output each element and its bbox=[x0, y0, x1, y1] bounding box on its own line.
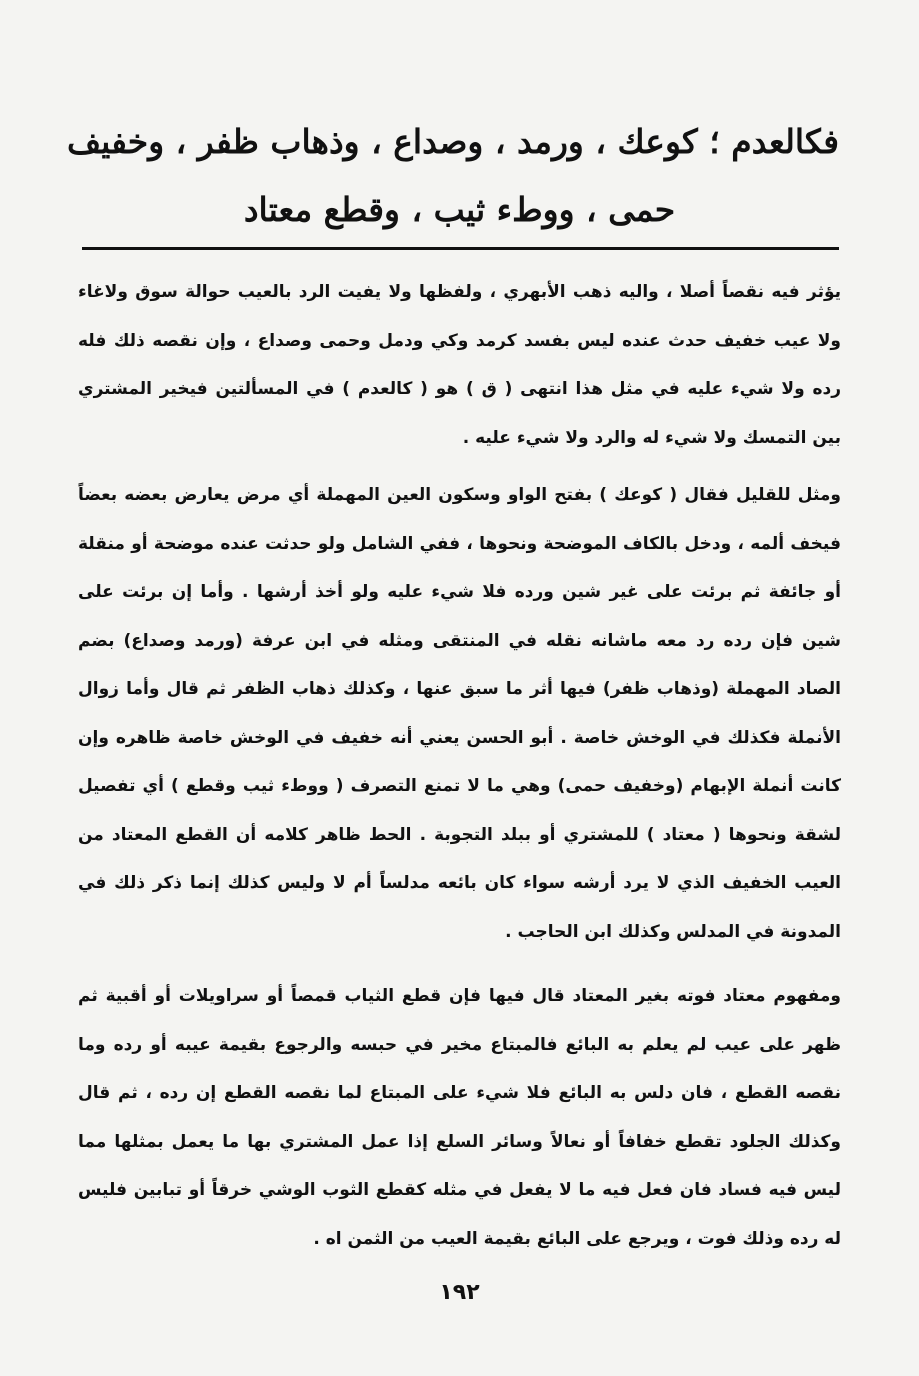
matn-line-2: حمى ، ووطء ثيب ، وقطع معتاد bbox=[243, 190, 676, 229]
paragraph-3: ومفهوم معتاد فوته بغير المعتاد قال فيها فإن قطع الثياب قمصاً أو سراويلات أو أقبية ثم ظهر على عيب لم يعلم به البائع فالمبتاع مخير في حبسه والرجوع بقيمة عيبه أو رده وما نقصه القطع ، فان دلس به البائع فلا شيء على المبتاع لما نقصه القطع إن رده ، ثم قال وكذلك الجلود تقطع خفافاً أو نعالاً وسائر السلع إذا عمل المشتري بها ما يعمل بمثلها مما ليس فيه فساد فان فعل فيه ما لا يفعل في مثله كقطع الثوب الوشي خرقاً أو تبابين فليس له رده وذلك فوت ، ويرجع على البائع بقيمة العيب من الثمن اه . bbox=[78, 986, 841, 1249]
matn-header bbox=[67, 108, 839, 244]
paragraph-2: ومثل للقليل فقال ( كوعك ) بفتح الواو وسكون العين المهملة أي مرض يعارض بعضه بعضاً فيخف ألمه ، ودخل بالكاف الموضحة ونحوها ، ففي الشامل ولو حدثت عنده موضحة أو منقلة أو جائفة ثم برئت على غير شين ورده فلا شيء عليه ولو أخذ أرشها . وأما إن برئت على شين فإن رده رد معه ماشانه نقله في المنتقى ومثله في ابن عرفة (ورمد وصداع) بضم الصاد المهملة (وذهاب ظفر) فيها أثر ما سبق عنها ، وكذلك ذهاب الظفر ثم قال وأما زوال الأنملة فكذلك في الوخش خاصة . أبو الحسن يعني أنه خفيف في الوخش خاصة ظاهره وإن كانت أنملة الإبهام (وخفيف حمى) وهي ما لا تمنع التصرف ( ووطء ثيب وقطع ) أي تفصيل لشقة ونحوها ( معتاد ) للمشتري أو ببلد التجوبة . الحط ظاهر كلامه أن القطع المعتاد من العيب الخفيف الذي لا يرد أرشه سواء كان بائعه مدلساً أم لا وليس كذلك إنما ذكر ذلك في المدونة في المدلس وكذلك ابن الحاجب . bbox=[78, 485, 841, 942]
page-number: ١٩٢ bbox=[439, 1280, 480, 1305]
paragraph-1: يؤثر فيه نقصاً أصلا ، واليه ذهب الأبهري ، ولفظها ولا يفيت الرد بالعيب حوالة سوق ولاغاء ولا عيب خفيف حدث عنده ليس بفسد كرمد وكي ودمل وحمى وصداع ، وإن نقصه ذلك فله رده ولا شيء عليه في مثل هذا انتهى ( ق ) هو ( كالعدم ) في المسألتين فيخير المشتري بين التمسك ولا شيء له والرد ولا شيء عليه . bbox=[78, 282, 841, 448]
header-divider bbox=[82, 247, 839, 250]
matn-line-1: فكالعدم ؛ كوعك ، ورمد ، وصداع ، وذهاب ظفر ، وخفيف bbox=[67, 122, 839, 161]
commentary-body bbox=[78, 268, 841, 1263]
